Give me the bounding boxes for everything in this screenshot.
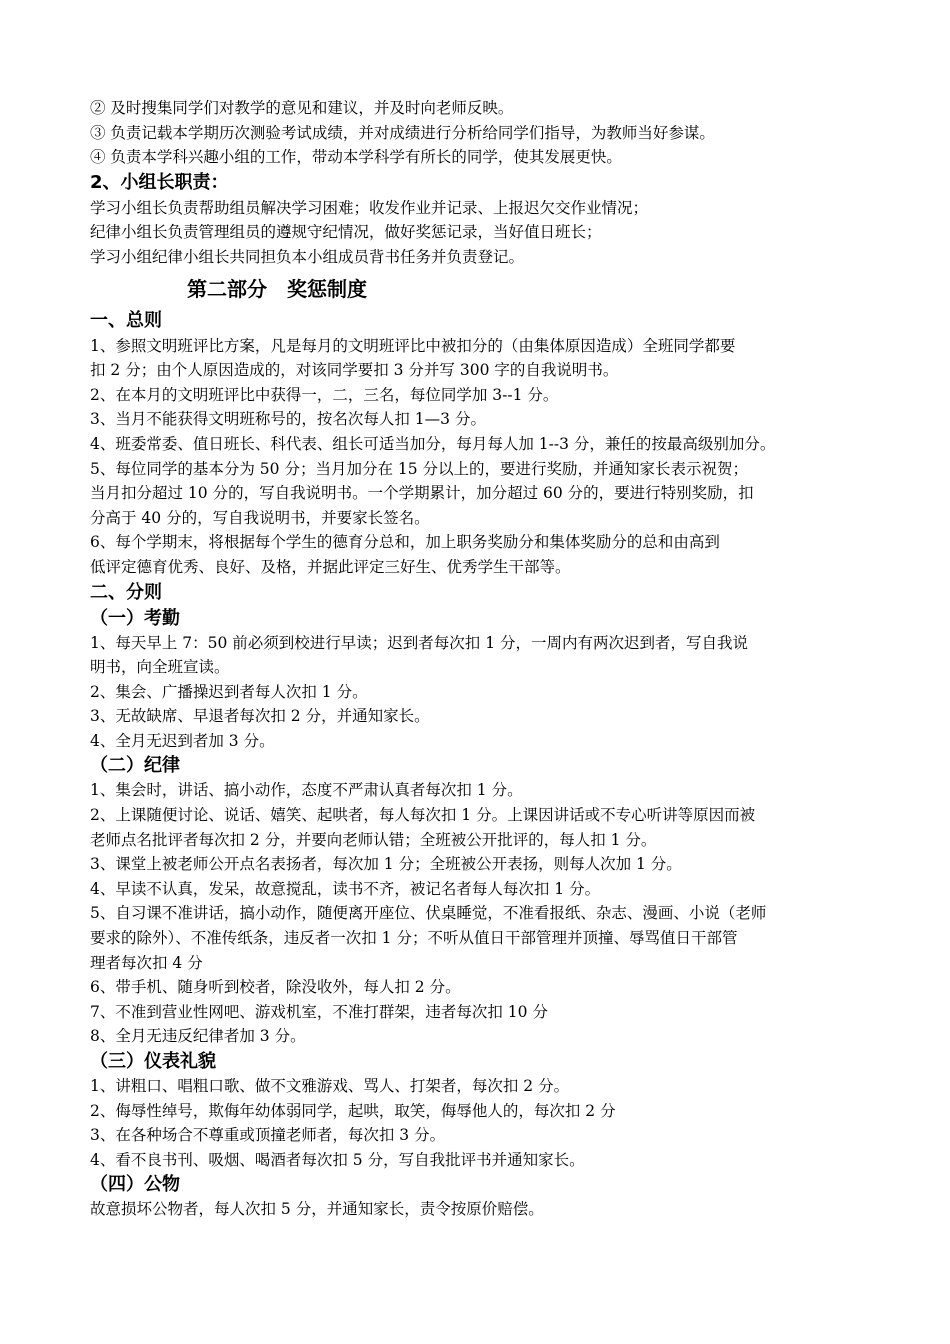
paragraph-line: 4、班委常委、值日班长、科代表、组长可适当加分，每月每人加 1--3 分，兼任的按最高级别加分。	[90, 434, 776, 453]
paragraph-line: 3、课堂上被老师公开点名表扬者，每次加 1 分；全班被公开表扬，则每人次加 1 分。	[90, 855, 682, 874]
duty-line: ③ 负责记载本学期历次测验考试成绩，并对成绩进行分析给同学们指导，为教师当好参谋。	[90, 123, 715, 142]
paragraph-line: 扣 2 分；由个人原因造成的，对该同学要扣 3 分并写 300 字的自我说明书。	[90, 361, 619, 380]
paragraph-line: 学习小组纪律小组长共同担负本小组成员背书任务并负责登记。	[90, 247, 525, 266]
paragraph-line: 故意损坏公物者，每人次扣 5 分，并通知家长，责令按原价赔偿。	[90, 1200, 544, 1219]
paragraph-line: 6、带手机、随身听到校者，除没收外，每人扣 2 分。	[90, 978, 461, 997]
paragraph-line: 4、早读不认真，发呆，故意搅乱，读书不齐，被记名者每人每次扣 1 分。	[90, 879, 601, 898]
paragraph-line: 当月扣分超过 10 分的，写自我说明书。一个学期累计，加分超过 60 分的，要进行特别奖励，扣	[90, 484, 754, 503]
duty-line: ④ 负责本学科兴趣小组的工作，带动本学科学有所长的同学，使其发展更快。	[90, 148, 622, 167]
paragraph-line: 3、当月不能获得文明班称号的，按名次每人扣 1—3 分。	[90, 410, 486, 429]
paragraph-line: 6、每个学期末，将根据每个学生的德育分总和，加上职务奖励分和集体奖励分的总和由高到	[90, 533, 720, 552]
paragraph-line: 1、集会时，讲话、搞小动作，态度不严肃认真者每次扣 1 分。	[90, 781, 523, 800]
section-title: 第二部分 奖惩制度	[187, 276, 367, 301]
paragraph-line: 8、全月无违反纪律者加 3 分。	[90, 1027, 306, 1046]
discipline-rules	[90, 778, 870, 1049]
group-leader-duties	[90, 196, 870, 270]
paragraph-line: 理者每次扣 4 分	[90, 953, 203, 972]
paragraph-line: 3、在各种场合不尊重或顶撞老师者，每次扣 3 分。	[90, 1126, 446, 1145]
paragraph-line: 4、看不良书刊、吸烟、喝酒者每次扣 5 分，写自我批评书并通知家长。	[90, 1150, 585, 1169]
paragraph-line: 1、每天早上 7：50 前必须到校进行早读；迟到者每次扣 1 分，一周内有两次迟到者，写自我说	[90, 633, 749, 652]
paragraph-line: 2、集会、广播操迟到者每人次扣 1 分。	[90, 682, 368, 701]
paragraph-line: 纪律小组长负责管理组员的遵规守纪情况，做好奖惩记录，当好值日班长；	[90, 223, 602, 242]
duty-line: ② 及时搜集同学们对教学的意见和建议，并及时向老师反映。	[90, 99, 514, 117]
document-page	[90, 96, 870, 1222]
paragraph-line: 要求的除外）、不准传纸条，违反者一次扣 1 分；不听从值日干部管理并顶撞、辱骂值日干部管	[90, 929, 738, 948]
attendance-heading: （一）考勤	[90, 607, 180, 629]
attendance-rules	[90, 631, 870, 754]
paragraph-line: 1、参照文明班评比方案，凡是每月的文明班评比中被扣分的（由集体原因造成）全班同学都要	[90, 336, 736, 355]
detailed-rules-heading: 二、分则	[90, 581, 162, 603]
paragraph-line: 2、上课随便讨论、说话、嬉笑、起哄者，每人每次扣 1 分。上课因讲话或不专心听讲等原因而被	[90, 806, 756, 825]
paragraph-line: 5、自习课不准讲话，搞小动作，随便离开座位、伏桌睡觉，不准看报纸、杂志、漫画、小说（老师	[90, 904, 767, 923]
paragraph-line: 2、侮辱性绰号，欺侮年幼体弱同学，起哄，取笑，侮辱他人的，每次扣 2 分	[90, 1101, 616, 1120]
paragraph-line: 7、不准到营业性网吧、游戏机室，不准打群架，违者每次扣 10 分	[90, 1002, 548, 1021]
paragraph-line: 1、讲粗口、唱粗口歌、做不文雅游戏、骂人、打架者，每次扣 2 分。	[90, 1077, 570, 1095]
duties-list	[90, 96, 870, 170]
general-rules-heading: 一、总则	[90, 309, 162, 331]
discipline-heading: （二）纪律	[90, 755, 180, 777]
manners-rules	[90, 1074, 870, 1172]
group-leader-heading: 2、小组长职责：	[90, 171, 229, 193]
paragraph-line: 老师点名批评者每次扣 2 分，并要向老师认错；全班被公开批评的，每人扣 1 分。	[90, 830, 657, 849]
public-property-heading: （四）公物	[90, 1174, 180, 1196]
paragraph-line: 分高于 40 分的，写自我说明书，并要家长签名。	[90, 508, 430, 527]
paragraph-line: 4、全月无迟到者加 3 分。	[90, 731, 275, 750]
paragraph-line: 学习小组长负责帮助组员解决学习困难；收发作业并记录、上报迟欠交作业情况；	[90, 198, 649, 217]
paragraph-line: 2、在本月的文明班评比中获得一，二，三名，每位同学加 3--1 分。	[90, 385, 559, 404]
paragraph-line: 5、每位同学的基本分为 50 分；当月加分在 15 分以上的，要进行奖励，并通知家长表示祝贺；	[90, 459, 749, 478]
general-rules	[90, 334, 870, 580]
public-property-rules	[90, 1197, 870, 1222]
paragraph-line: 明书，向全班宣读。	[90, 658, 230, 677]
paragraph-line: 低评定德育优秀、良好、及格，并据此评定三好生、优秀学生干部等。	[90, 557, 571, 576]
manners-heading: （三）仪表礼貌	[90, 1051, 216, 1072]
paragraph-line: 3、无故缺席、早退者每次扣 2 分，并通知家长。	[90, 707, 430, 726]
